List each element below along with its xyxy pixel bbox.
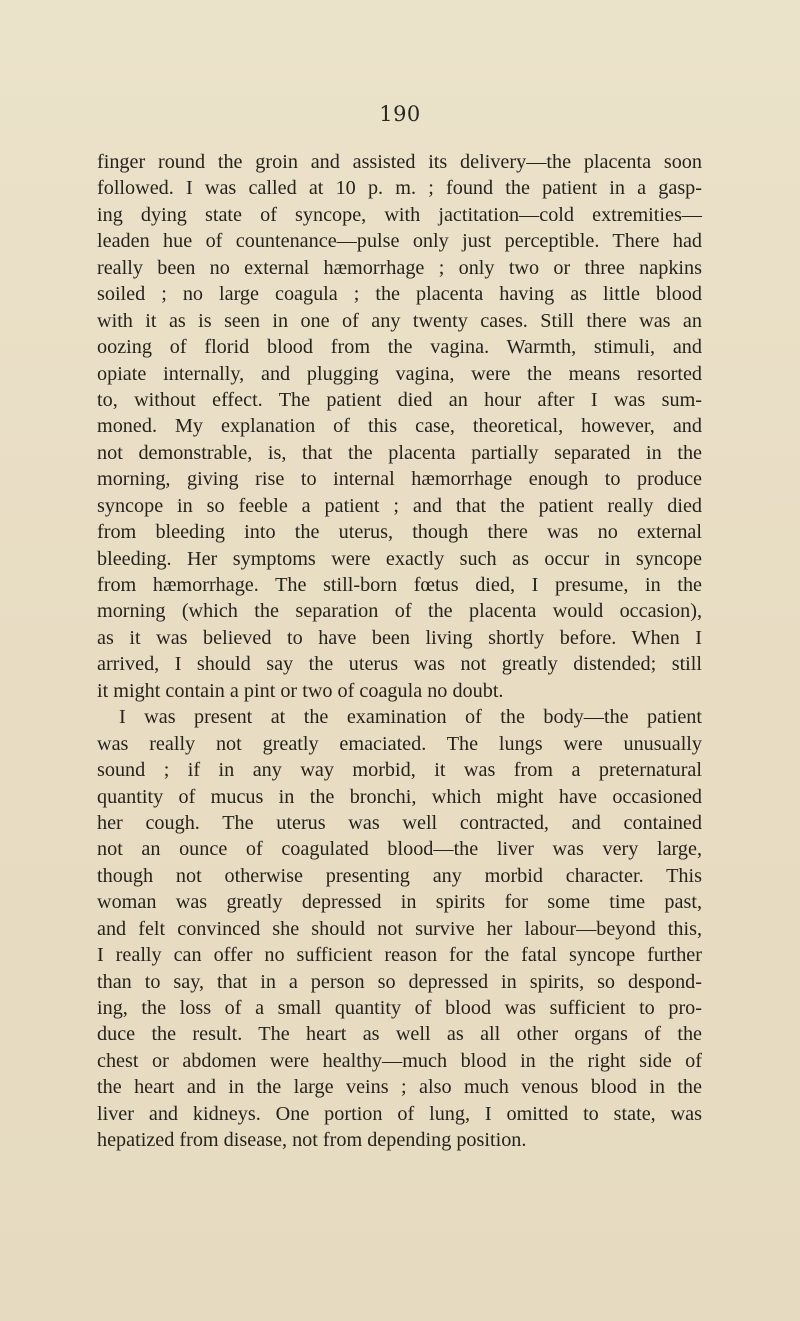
text-line: not an ounce of coagulated blood—the liver was very large,: [97, 838, 702, 861]
text-line: morning, giving rise to internal hæmorrhage enough to produce: [97, 468, 702, 491]
text-line: bleeding. Her symptoms were exactly such as occur in syncope: [97, 547, 702, 570]
text-line: her cough. The uterus was well contracted, and contained: [97, 811, 702, 834]
text-line: woman was greatly depressed in spirits for some time past,: [97, 891, 702, 914]
text-line: ing dying state of syncope, with jactitation—cold extremities—: [97, 203, 702, 226]
text-line: oozing of florid blood from the vagina. Warmth, stimuli, and: [97, 336, 702, 359]
text-line: chest or abdomen were healthy—much blood in the right side of: [97, 1049, 702, 1072]
text-line: though not otherwise presenting any morbid character. This: [97, 864, 702, 887]
text-line: syncope in so feeble a patient ; and that the patient really died: [97, 494, 702, 517]
text-line: moned. My explanation of this case, theoretical, however, and: [97, 415, 702, 438]
text-line: sound ; if in any way morbid, it was from a preternatural: [97, 759, 702, 782]
text-line: followed. I was called at 10 p. m. ; found the patient in a gasp-: [97, 177, 702, 200]
text-line: liver and kidneys. One portion of lung, I omitted to state, was: [97, 1102, 702, 1125]
text-line: finger round the groin and assisted its delivery—the placenta soon: [97, 151, 702, 173]
text-line: with it as is seen in one of any twenty cases. Still there was an: [97, 309, 702, 332]
body-text: [97, 149, 702, 1154]
text-line: and felt convinced she should not survive her labour—beyond this,: [97, 917, 702, 940]
text-line: from hæmorrhage. The still-born fœtus died, I presume, in the: [97, 574, 702, 596]
text-line: to, without effect. The patient died an hour after I was sum-: [97, 388, 702, 411]
text-line: ing, the loss of a small quantity of blood was sufficient to pro-: [97, 997, 702, 1019]
text-line: arrived, I should say the uterus was not greatly distended; still: [97, 653, 702, 676]
page-number: 190: [379, 102, 421, 126]
text-line: was really not greatly emaciated. The lungs were unusually: [97, 732, 702, 755]
text-line: soiled ; no large coagula ; the placenta having as little blood: [97, 283, 702, 306]
text-line: from bleeding into the uterus, though there was no external: [97, 521, 702, 544]
text-line: as it was believed to have been living shortly before. When I: [97, 626, 702, 649]
text-line: leaden hue of countenance—pulse only just perceptible. There had: [97, 230, 702, 253]
text-line: I really can offer no sufficient reason for the fatal syncope further: [97, 944, 702, 967]
text-line: not demonstrable, is, that the placenta partially separated in the: [97, 441, 702, 464]
text-line: hepatized from disease, not from depending position.: [97, 1129, 527, 1152]
text-line: than to say, that in a person so depressed in spirits, so despond-: [97, 970, 702, 993]
text-line: morning (which the separation of the placenta would occasion),: [97, 600, 702, 623]
text-line: it might contain a pint or two of coagula no doubt.: [97, 679, 504, 702]
text-line: quantity of mucus in the bronchi, which might have occasioned: [97, 785, 702, 808]
text-line: I was present at the examination of the body—the patient: [119, 706, 702, 729]
text-line: the heart and in the large veins ; also much venous blood in the: [97, 1076, 702, 1099]
text-line: opiate internally, and plugging vagina, were the means resorted: [97, 362, 702, 385]
text-line: duce the result. The heart as well as all other organs of the: [97, 1023, 702, 1046]
text-line: really been no external hæmorrhage ; only two or three napkins: [97, 256, 702, 279]
